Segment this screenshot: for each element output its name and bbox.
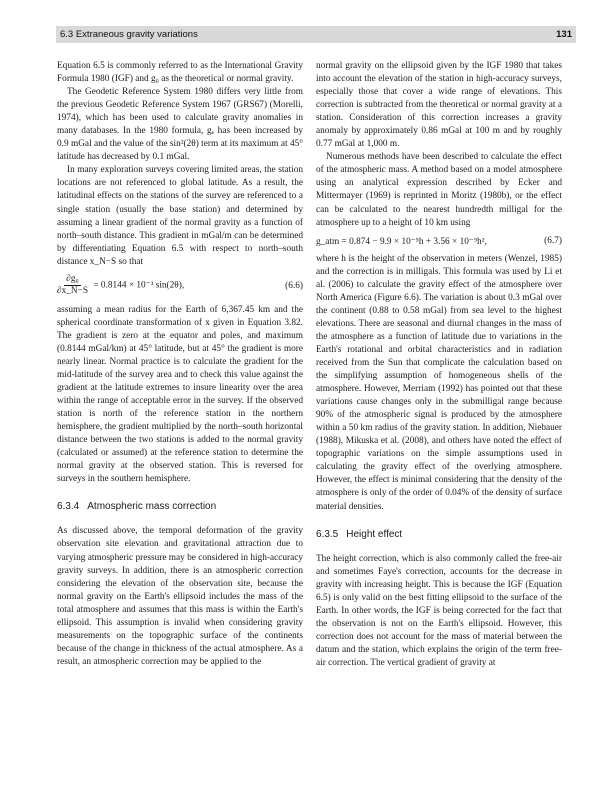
paragraph: where h is the height of the observation in meters (Wenzel, 1985) and the correction is in milligals. This formula was used by Li et al. (2006) to calculate the gravity effect of the atmosphere over North America (Figure 6.6). The variation is about 0.3 mGal over the continent (0.88 to 0.58 mGal) from sea level to the highest elevations. There are seasonal and diurnal changes in the mass of the atmosphere as a function of latitude due to variations in the Earth's rotational and orbital characteristics and in radiation received from the Sun that complicate the calculation based on the simplifying assumption of homogeneous shells of the atmosphere. However, Merriam (1992) has pointed out that these variations cause changes only in the submilligal range because 90% of the atmospheric signal is produced by the atmosphere within a 50 km radius of the gravity station. In addition, Niebauer (1988), Mikuska et al. (2008), and others have noted the effect of topographic variations on the simple assumptions used in calculating the gravity effect of the overlying atmosphere. However, the effect is minimal considering that the density of the atmosphere is only of the order of 0.04% of the density of surface material densities. xyxy=(316,253,562,512)
section-heading-6-3-4 xyxy=(57,500,303,513)
equation-body xyxy=(57,274,184,297)
paragraph: As discussed above, the temporal deformation of the gravity observation site elevation and gravitational attraction due to varying atmospheric pressure may be considered in high-accuracy gravity surveys. In addition, there is an atmospheric correction considering the elevation of the observation site, because the normal gravity on the Earth's ellipsoid includes the mass of the total atmosphere and assumes that this mass is within the Earth's ellipsoid. This assumption is invalid when considering gravity measurements on the topographic surface of the continents because of the change in thickness of the actual atmosphere. As a result, an atmospheric correction may be applied to the xyxy=(57,526,304,667)
running-header xyxy=(56,26,576,43)
section-number: 6.3.4 xyxy=(57,501,80,513)
paragraph: normal gravity on the ellipsoid given by the IGF 1980 that takes into account the elevation of the station in high-accuracy surveys, especially those that cover a wide range of elevations. This correction is subtracted from the theoretical or normal gravity at a station. Consideration of this correction increases a gravity anomaly by approximately 0.86 mGal at 100 m and by roughly 0.77 mGal at 1,000 m. xyxy=(316,61,562,150)
section-heading-6-3-5 xyxy=(316,528,562,541)
equation-label: (6.6) xyxy=(285,280,303,291)
paragraph: The Geodetic Reference System 1980 differs very little from the previous Geodetic Reference System 1967 (GRS67) (Morelli, 1974), which has been used to calculate gravity anomalies in many databases. In the 1980 formula, gₑ has been increased by 0.9 mGal and the value of the sin²(2θ) term at its maximum at 45° latitude has decreased by 0.1 mGal. xyxy=(57,87,303,163)
paragraph: In many exploration surveys covering limited areas, the station locations are not referenced to global latitude. As a result, the latitudinal effects on the stations of the survey are referenced to a single station (usually the base station) and determined by assuming a linear gradient of the normal gravity as a function of north–south distance. This gradient in mGal/m can be determined by differentiating Equation 6.5 with respect to north–south distance x_N−S so that xyxy=(57,165,303,267)
equation-fraction xyxy=(57,274,88,297)
equation-label: (6.7) xyxy=(544,235,562,246)
equation-body: g_atm = 0.874 − 9.9 × 10⁻⁵h + 3.56 × 10⁻⁹h², xyxy=(316,236,487,247)
paragraph: Equation 6.5 is commonly referred to as the International Gravity Formula 1980 (IGF) and g₀ as the theoretical or normal gravity. xyxy=(57,61,303,85)
running-header-section: 6.3 Extraneous gravity variations xyxy=(60,29,198,40)
section-number: 6.3.5 xyxy=(316,528,339,540)
right-column xyxy=(316,60,562,670)
paragraph: The height correction, which is also commonly called the free-air and sometimes Faye's correction, accounts for the decrease in gravity with increasing height. This is because the IGF (Equation 6.5) is only valid on the best fitting ellipsoid to the surface of the Earth. In other words, the IGF is being corrected for the fact that the observation is not on the Earth's ellipsoid. However, this correction does not account for the mass of material between the datum and the station, which explains the origin of the term free-air correction. The vertical gradient of gravity at xyxy=(316,553,562,668)
equation-denominator: ∂x_N−S xyxy=(57,286,89,297)
equation-numerator: ∂g₀ xyxy=(66,274,79,285)
paragraph: Numerous methods have been described to calculate the effect of the atmospheric mass. A method based on a model atmosphere using an analytical expression described by Ecker and Mittermayer (1969) is reprinted in Moritz (1980b), or the effect can be calculated to the nearest hundredth milligal for the atmosphere up to a height of 10 km using xyxy=(316,152,562,228)
section-title: Height effect xyxy=(346,528,403,540)
paragraph: assuming a mean radius for the Earth of 6,367.45 km and the spherical coordinate transformation of x given in Equation 3.82. The gradient is zero at the equator and poles, and maximum (0.8144 mGal/km) at 45° latitude, but at 45° the gradient is more nearly linear. Normal practice is to calculate the gradient for the mid-latitude of the survey area and to check this value against the gradient at the latitude extremes to insure linearity over the area within the range of acceptable error in the survey. If the observed station is north of the reference station in the northern hemisphere, the gradient multiplied by the north–south horizontal distance between the two stations is added to the normal gravity (calculated or assumed) at the reference station to determine the normal gravity at the observed station. This is reversed for surveys in the southern hemisphere. xyxy=(57,304,303,485)
equation-rhs: = 0.8144 × 10⁻³ sin(2θ), xyxy=(93,280,185,291)
section-title: Atmospheric mass correction xyxy=(87,501,217,513)
equation-6-6 xyxy=(57,273,303,299)
equation-6-7 xyxy=(316,236,562,247)
left-column xyxy=(57,60,303,669)
page-number: 131 xyxy=(556,29,572,40)
